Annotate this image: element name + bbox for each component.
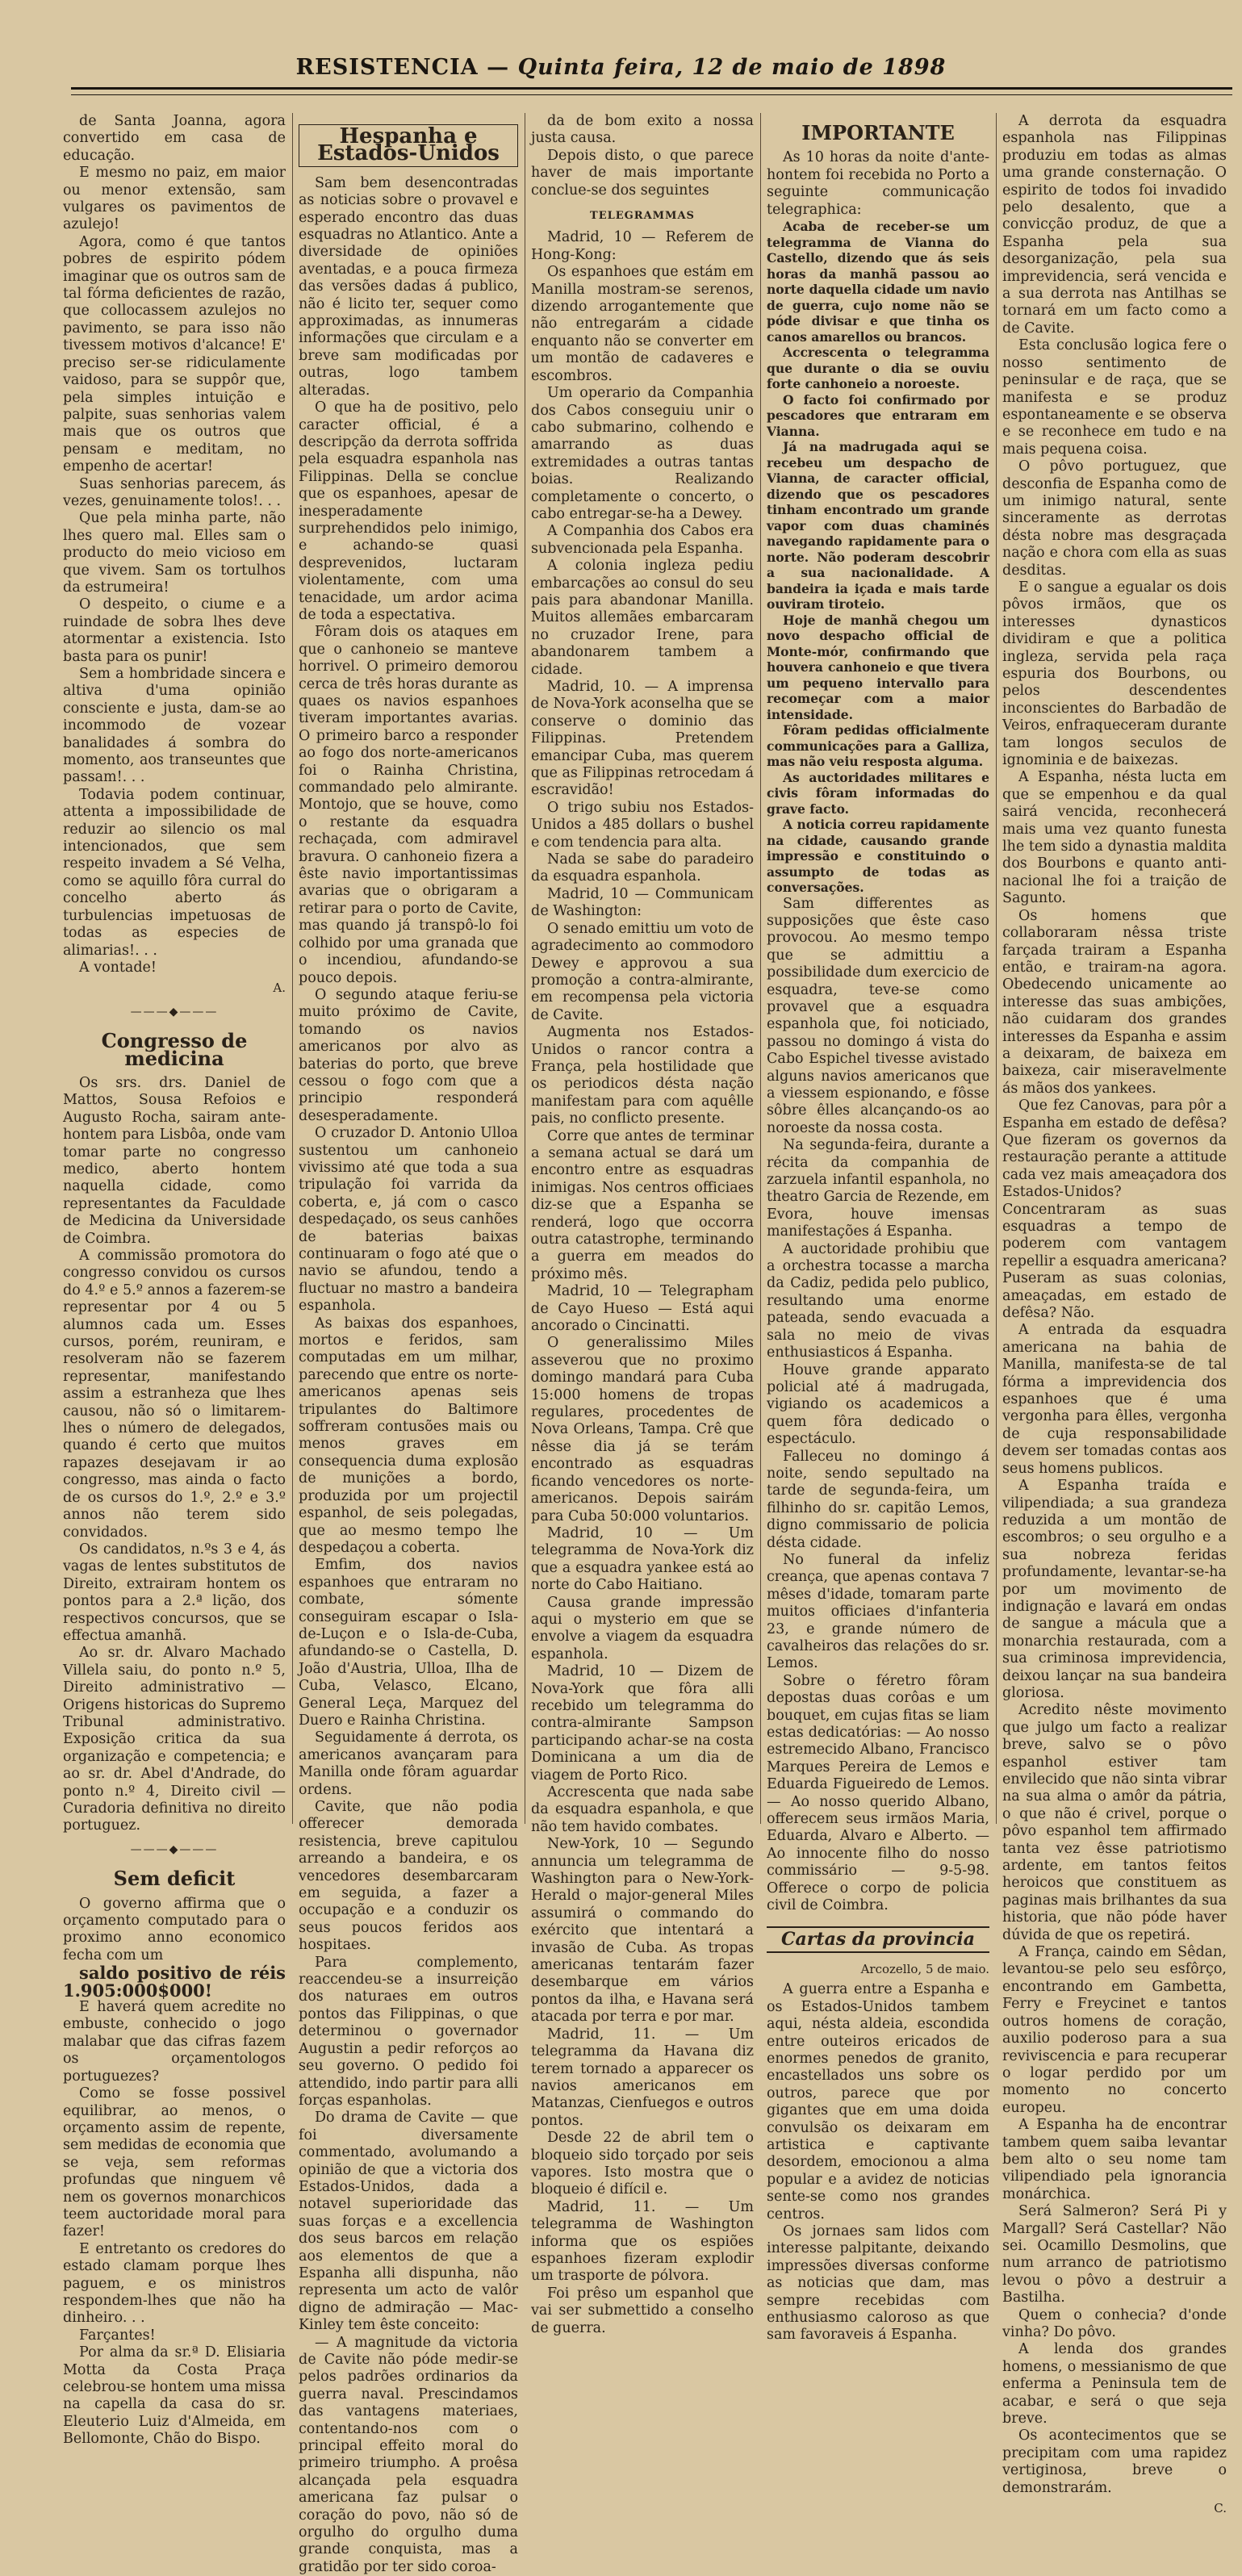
paragraph: Madrid, 10 — Communicam de Washington: bbox=[531, 885, 754, 920]
telegrams bbox=[531, 229, 754, 2337]
paragraph: A auctoridade prohibiu que a orchestra tocasse a marcha da Cadiz, pedida pelo publico, resultando uma enorme pateada, sendo evacuada a sala no meio de vivas enthusiasticos á Espanha. bbox=[767, 1240, 989, 1361]
paragraph: O governo affirma que o orçamento computado para o proximo anno economico fecha com um bbox=[63, 1895, 286, 1963]
article-title-importante: IMPORTANTE bbox=[801, 121, 955, 144]
paragraph: Um operario da Companhia dos Cabos conseguiu unir o cabo submarino, colhendo e amarrando as duas extremidades a outras tantas boias. Realizando completamente o concerto, o cabo entregar-se-ha a Dewey. bbox=[531, 385, 754, 522]
column-4 bbox=[767, 113, 989, 2344]
paragraph: Causa grande impressão aqui o mysterio em que se envolve a viagem da esquadra espanhola. bbox=[531, 1594, 754, 1662]
paragraph: E mesmo no paiz, em maior ou menor extensão, sam vulgares os pavimentos de azulejo! bbox=[63, 165, 286, 233]
article-cartas bbox=[767, 1981, 989, 2344]
paragraph: Madrid, 10 — Um telegramma de Nova-York diz que a esquadra yankee está ao norte do Cabo Haitiano. bbox=[531, 1524, 754, 1594]
paragraph: Seguidamente á derrota, os americanos avançaram para Manilla onde fôram aguardar ordens. bbox=[299, 1729, 518, 1798]
paragraph: Madrid, 11. — Um telegramma de Washington informa que os espiões espanhoes fizeram explodir um trasporte de pólvora. bbox=[531, 2198, 754, 2285]
paragraph: Cavite, que não podia offerecer demorada resistencia, breve capitulou arreando a bandeira, e os vencedores desembarcaram em seguida, a fazer a occupação e a conduzir os seus poucos feridos aos hospitaes. bbox=[299, 1799, 518, 1954]
article-title-hespanha: Hespanha e Estados-Unidos bbox=[299, 124, 518, 167]
paragraph: Farçantes! bbox=[79, 2327, 156, 2344]
issue-date: Quinta feira, 12 de maio de 1898 bbox=[517, 55, 947, 80]
divider: ———◆——— bbox=[130, 1842, 219, 1856]
paragraph: New-York, 10 — Segundo annuncia um telegramma de Washington para o New-York-Herald o major-general Miles assumirá o commando do exército que intentará a invasão de Cuba. As tropas americanas tentarám fazer desembarque em vários pontos da ilha, e Havana será atacada por terra e por mar. bbox=[531, 1836, 754, 2026]
article-signature: C. bbox=[1214, 2501, 1227, 2516]
masthead-separator: — bbox=[487, 55, 510, 80]
paragraph: Hoje de manhã chegou um novo despacho official de Monte-mór, confirmando que houvera canhoneio e que tivera um pequeno intervallo para recomeçar com a maior intensidade. bbox=[767, 612, 989, 722]
paragraph: Os candidatos, n.ºs 3 e 4, ás vagas de lentes substitutos de Direito, extrairam hontem os pontos para a 2.ª lição, dos respectivos concursos, que se effectua amanhã. bbox=[63, 1541, 286, 1644]
dateline: Arcozello, 5 de maio. bbox=[860, 1961, 989, 1976]
article-signature: A. bbox=[273, 981, 286, 996]
article-continuation bbox=[531, 113, 754, 199]
article-intro: As 10 horas da noite d'ante-hontem foi recebida no Porto a seguinte communicação telegraphica: bbox=[767, 149, 989, 218]
article-opinion bbox=[1002, 113, 1227, 2497]
paragraph: Accrescenta o telegramma que durante o dia se ouviu forte canhoneio a noroeste. bbox=[767, 345, 989, 392]
article-title-cartas: Cartas da provincia bbox=[767, 1926, 989, 1953]
paragraph: No funeral da infeliz creança, que apenas contava 7 mêses d'idade, tomaram parte muitos officiaes d'infanteria 23, e grande número de cavalheiros das relações do sr. Lemos. bbox=[767, 1551, 989, 1672]
paragraph: Accrescenta que nada sabe da esquadra espanhola, e que não tem havido combates. bbox=[531, 1784, 754, 1835]
paragraph: A noticia correu rapidamente na cidade, causando grande impressão e constituindo o assumpto de todas as conversações. bbox=[767, 817, 989, 896]
paragraph: Desde 22 de abril tem o bloqueio sido torçado por seis vapores. Isto mostra que o bloqueio é difícil e. bbox=[531, 2130, 754, 2198]
paragraph: Já na madrugada aqui se recebeu um despacho de Vianna, de caracter official, dizendo que os pescadores tinham encontrado um grande vapor com duas chaminés navegando rapidamente para o norte. Não poderam descobrir a sua nacionalidade. A bandeira ia içada e mais tarde ouviram tiroteio. bbox=[767, 439, 989, 613]
paragraph: Madrid, 10 — Referem de Hong-Kong: bbox=[531, 229, 754, 263]
divider: ———◆——— bbox=[130, 1005, 219, 1018]
paragraph: Que fez Canovas, para pôr a Espanha em estado de defêsa? Que fizeram os governos da restauração perante a attitude cada vez mais ameaçadora dos Estados-Unidos? Concentraram as suas esquadras a tempo de poderem com vantagem repellir a esquadra americana? Puseram as suas colonias, ameaçadas, em estado de defêsa? Não. bbox=[1002, 1098, 1227, 1322]
column-divider bbox=[760, 113, 761, 1824]
paragraph: Nada se sabe do paradeiro da esquadra espanhola. bbox=[531, 851, 754, 885]
article-title-congresso: Congresso de medicina bbox=[101, 1029, 248, 1070]
column-5 bbox=[1002, 113, 1227, 2516]
paragraph: Falleceu no domingo á noite, sendo sepultado na tarde de segunda-feira, um filhinho do sr. capitão Lemos, digno commissario de policia désta cidade. bbox=[767, 1448, 989, 1551]
article-hespanha bbox=[299, 175, 518, 2576]
paragraph: Sam differentes as supposições que êste caso provocou. Ao mesmo tempo que se admittiu a possibilidade dum exercicio de esquadra, teve-se como provavel que a esquadra espanhola que, foi noticiado, passou no domingo á vista do Cabo Espichel tivesse avistado alguns navios americanos que a viessem espionando, e fôsse sôbre êlles alcançando-os ao noroeste da nossa costa. bbox=[767, 895, 989, 1136]
paragraph: A Espanha, nésta lucta em que se empenhou e da qual sairá vencida, reconhecerá mais uma vez quanto funesta lhe tem sido a dynastia maldita dos Bourbons e quanto anti-nacional lhe foi a traição de Sagunto. bbox=[1002, 769, 1227, 907]
paragraph: As baixas dos espanhoes, mortos e feridos, sam computadas em um milhar, parecendo que entre os norte-americanos apenas seis tripulantes do Baltimore soffreram contusões mais ou menos graves em consequencia duma explosão de munições a bordo, produzida por um projectil espanhol, de seis polegadas, que ao mesmo tempo lhe despedaçou a coberta. bbox=[299, 1315, 518, 1556]
paragraph: O senado emittiu um voto de agradecimento ao commodoro Dewey e approvou a sua promoção a contra-almirante, em recompensa pela victoria de Cavite. bbox=[531, 920, 754, 1023]
paragraph: Depois disto, o que parece haver de mais importante conclue-se dos seguintes bbox=[531, 147, 754, 199]
newspaper-title: RESISTENCIA bbox=[295, 55, 479, 80]
paragraph: Como se fosse possivel equilibrar, ao menos, o orçamento assim de repente, sem medidas de economia que se veja, sem reformas profundas que ninguem vê nem os governos monarchicos teem auctoridade moral para fazer! bbox=[63, 2085, 286, 2240]
paragraph: Madrid, 10 — Telegrapham de Cayo Hueso — Está aqui ancorado o Cincinatti. bbox=[531, 1283, 754, 1335]
paragraph: Os homens que collaboraram nêssa triste farçada trairam a Espanha então, e trairam-na agora. Obedecendo unicamente ao interesse das suas ambições, não cuidaram dos grandes interesses da Espanha e assim a deixaram, de baixeza em baixeza, cair miseravelmente ás mãos dos yankees. bbox=[1002, 907, 1227, 1097]
paragraph: Acredito nêste movimento que julgo um facto a realizar breve, salvo se o pôvo espanhol estiver tam envilecido que não sinta vibrar na sua alma o amôr da pátria, o que não é crivel, porque o pôvo espanhol tem affirmado tanta vez êsse patriotismo ardente, em tantos feitos heroicos que constituem as paginas mais brilhantes da sua historia, que não póde haver dúvida de que os repetirá. bbox=[1002, 1702, 1227, 1943]
paragraph: de Santa Joanna, agora convertido em casa de educação. bbox=[63, 113, 286, 164]
column-2 bbox=[299, 113, 518, 2575]
article-continuation bbox=[63, 113, 286, 976]
paragraph: A lenda dos grandes homens, o messianismo de que enferma a Peninsula tem de acabar, e será o que seja breve. bbox=[1002, 2341, 1227, 2428]
paragraph: A Espanha ha de encontrar tambem quem saiba levantar bem alto o seu nome tam vilipendiado pela ignorancia monárchica. bbox=[1002, 2117, 1227, 2202]
paragraph: Ao sr. dr. Alvaro Machado Villela saiu, do ponto n.º 5, Direito administrativo — Origens historicas do Supremo Tribunal administrativo. Exposição critica da sua organização e competencia; e ao sr. dr. Abel d'Andrade, do ponto n.º 4, Direito civil — Curadoria definitiva no direito portuguez. bbox=[63, 1645, 286, 1834]
paragraph: O que ha de positivo, pelo caracter official, é a descripção da derrota soffrida pela esquadra espanhola nas Filippinas. Della se conclue que os espanhoes, apesar de inesperadamente surprehendidos pelo inimigo, e achando-se quasi desprevenidos, luctaram violentamente, com uma tenacidade, um ardor acima de toda a espectativa. bbox=[299, 399, 518, 623]
paragraph: Agora, como é que tantos pobres de espirito pódem imaginar que os outros sam de tal fórma deficientes de razão, que collocassem azulejos no pavimento, se para isso não tivessem motivos d'alcance! E' preciso ser-se ridiculamente vaidoso, para se suppôr que, pela simples intuição e palpite, suas senhorias valem mais que os outros que pensam e meditam, no empenho de acertar! bbox=[63, 233, 286, 475]
article-importante bbox=[767, 896, 989, 1915]
article-congresso bbox=[63, 1075, 286, 1835]
column-3 bbox=[531, 113, 754, 2336]
paragraph: Os acontecimentos que se precipitam com uma rapidez vertiginosa, breve o demonstrarám. bbox=[1002, 2428, 1227, 2496]
paragraph: Os jornaes sam lidos com interesse palpitante, deixando impressões diversas conforme as noticias que dam, mas sempre recebidas com enthusiasmo caloroso as que sam favoraveis á Espanha. bbox=[767, 2223, 989, 2344]
paragraph: Fôram dois os ataques em que o canhoneio se manteve horrivel. O primeiro demorou cerca de três horas durante as quaes os navios espanhoes tiveram importantes avarias. O primeiro barco a responder ao fogo dos norte-americanos foi o Rainha Christina, commandado pelo almirante. Montojo, que se houve, como o restante da esquadra rechaçada, com admiravel bravura. O canhoneio fizera a êste navio importantissimas avarias que o obrigaram a retirar para o porto de Cavite, mas quando já transpô-lo foi colhido por uma granada que o incendiou, afundando-se pouco depois. bbox=[299, 624, 518, 986]
paragraph: O segundo ataque feriu-se muito próximo de Cavite, tomando os navios americanos por alvo as baterias do porto, que breve cessou o fogo com que a principio responderá desesperadamente. bbox=[299, 986, 518, 1124]
paragraph: Sam bem desencontradas as noticias sobre o provavel e esperado encontro das duas esquadras no Atlantico. Ante a diversidade de opiniões aventadas, e a pouca firmeza das versões dadas á publico, não é licito ter, sequer como approximadas, as innumeras informações que circulam e a breve sam modificadas por outras, logo tambem alteradas. bbox=[299, 174, 518, 399]
paragraph: A commissão promotora do congresso convidou os cursos do 4.º e 5.º annos a fazerem-se representar por 4 ou 5 alumnos cada um. Esses cursos, porém, reuniram, e resolveram não se fazerem representar, manifestando assim a estranheza que lhes causou, não só o limitarem-lhes o número de delegados, quando é certo que muitos rapazes desejavam ir ao congresso, mas ainda o facto de os cursos do 1.º, 2.º e 3.º annos não terem sido convidados. bbox=[63, 1248, 286, 1541]
paragraph: — A magnitude da victoria de Cavite não póde medir-se pelos padrões ordinarios da guerra naval. Prescindamos das vantagens materiaes, contentando-nos com o principal effeito moral do primeiro triumpho. A proêsa alcançada pela esquadra americana faz pulsar o coração do povo, não só de orgulho do orgulho duma grande conquista, mas a gratidão por ter sido coroa- bbox=[299, 2334, 518, 2575]
paragraph: Madrid, 10. — A imprensa de Nova-York aconselha que se conserve o dominio das Filippinas. Pretendem emancipar Cuba, mas querem que as Filippinas retrocedam á escravidão! bbox=[531, 679, 754, 799]
paragraph: A Companhia dos Cabos era subvencionada pela Espanha. bbox=[531, 523, 754, 557]
paragraph: A vontade! bbox=[79, 959, 157, 976]
paragraph: A entrada da esquadra americana na bahia de Manilla, manifesta-se de tal fórma a imprevidencia dos espanhoes que é uma vergonha para êlles, vergonha de cuja responsabilidade devem ser tomadas contas aos seus homens publicos. bbox=[1002, 1322, 1227, 1477]
paragraph: Que pela minha parte, não lhes quero mal. Elles sam o producto do meio vicioso em que vivem. Sam os tortulhos da estrumeira! bbox=[63, 510, 286, 596]
paragraph: A Espanha traída e vilipendiada; a sua grandeza reduzida a um montão de escombros; o seu orgulho e a sua nobreza feridas profundamente, levantar-se-ha por um movimento de indignação e lavará em ondas de sangue a mácula que a monarchia restaurada, com a sua criminosa imprevidencia, deixou lançar na sua bandeira gloriosa. bbox=[1002, 1478, 1227, 1701]
paragraph: A guerra entre a Espanha e os Estados-Unidos tambem aqui, nésta aldeia, escondida entre outeiros ericados de enormes penedos de granito, encastellados uns sobre os outros, parece que por gigantes que em uma doida convulsão os deixaram em artistica e captivante desordem, emocionou a alma popular e a avidez de noticias sente-se como nos grandes centros. bbox=[767, 1981, 989, 2223]
paragraph: O generalissimo Miles asseverou que no proximo domingo mandará para Cuba 15:000 homens de tropas regulares, procedentes de Nova Orleans, Tampa. Crê que nêsse dia já se terám encontrado as esquadras ficando vencedores os norte-americanos. Depois sairám para Cuba 50:000 voluntarios. bbox=[531, 1335, 754, 1524]
paragraph: O pôvo portuguez, que desconfia de Espanha como de um inimigo natural, sente sinceramente as derrotas désta nobre mas desgraçada nação e chora com ella as suas desditas. bbox=[1002, 458, 1227, 579]
article-deficit bbox=[63, 1896, 286, 2448]
paragraph: A colonia ingleza pediu embarcações ao consul do seu pais para abandonar Manilla. Muitos allemães embarcaram no cruzador Irene, para abandonarem tambem a cidade. bbox=[531, 558, 754, 678]
paragraph: A França, caindo em Sêdan, levantou-se pelo seu esfôrço, encontrando em Gambetta, Ferry e Freycinet e tantos outros homens de coração, auxilio poderoso para a sua reviviscencia e para recuperar o logar perdido por um momento no concerto europeu. bbox=[1002, 1944, 1227, 2116]
paragraph: Na segunda-feira, durante a récita da companhia de zarzuela infantil espanhola, no theatro Garcia de Rezende, em Evora, houve imensas manifestações á Espanha. bbox=[767, 1137, 989, 1240]
paragraph: Sobre o féretro fôram depostas duas corôas e um bouquet, em cujas fitas se liam estas dedicatórias: — Ao nosso estremecido Albano, Francisco Marques Pereira de Lemos e Eduarda Figueiredo de Lemos. — Ao nosso querido Albano, offerecem seus irmãos Maria, Eduarda, Alvaro e Alberto. — Ao innocente filho do nosso commissário — 9-5-98. Offerece o corpo de policia civil de Coimbra. bbox=[767, 1672, 989, 1914]
paragraph: E entretanto os credores do estado clamam porque lhes paguem, e os ministros respondem-lhes que não ha dinheiro. . . bbox=[63, 2240, 286, 2327]
paragraph: Houve grande apparato policial até á madrugada, vigiando os academicos a quem fôra dedicado o espectáculo. bbox=[767, 1361, 989, 1448]
telegrams-label: TELEGRAMMAS bbox=[590, 210, 695, 223]
paragraph: Por alma da sr.ª D. Elisiaria Motta da Costa Praça celebrou-se hontem uma missa na capella da casa do sr. Eleuterio Luiz d'Almeida, em Bellomonte, Chão do Bispo. bbox=[63, 2344, 286, 2448]
paragraph: O trigo subiu nos Estados-Unidos a 485 dollars o bushel e com tendencia para alta. bbox=[531, 799, 754, 851]
paragraph: saldo positivo de réis 1.905:000$000! bbox=[63, 1963, 286, 2001]
masthead-rule bbox=[71, 87, 1232, 95]
paragraph: Do drama de Cavite — que foi diversamente commentado, avolumando a opinião de que a victoria dos Estados-Unidos, dada a notavel superioridade das suas forças e a excellencia dos seus barcos em relação aos elementos de que a Espanha alli dispunha, não representa um acto de valôr digno de admiração — Mac-Kinley tem êste conceito: bbox=[299, 2110, 518, 2334]
masthead bbox=[0, 55, 1242, 80]
telegraphic-communication bbox=[767, 219, 989, 896]
paragraph: Para complemento, reaccendeu-se a insurreição dos naturaes em outros pontos das Filippinas, o que determinou o governador Augustin a pedir reforços ao seu governo. O pedido foi attendido, indo partir para alli forças espanholas. bbox=[299, 1954, 518, 2109]
paragraph: E o sangue a egualar os dois pôvos irmãos, que os interesses dynasticos dividiram e que a politica ingleza, servida pela raça espuria dos Bourbons, ou pelos descendentes inconscientes do Barbadão de Veiros, enfraqueceram durante tam longos seculos de ignominia e de baixezas. bbox=[1002, 579, 1227, 769]
paragraph: Augmenta nos Estados-Unidos o rancor contra a França, pela hostilidade que os periodicos désta nação manifestam para com aquêlle pais, no conflicto presente. bbox=[531, 1024, 754, 1127]
paragraph: da de bom exito a nossa justa causa. bbox=[531, 113, 754, 147]
paragraph: Esta conclusão logica fere o nosso sentimento de peninsular e de raça, que se manifesta e se produz espontaneamente e se observa e se reconhece em tudo e na mais pequena coisa. bbox=[1002, 337, 1227, 458]
column-1 bbox=[63, 113, 286, 2448]
paragraph: Foi prêso um espanhol que vai ser submettido a conselho de guerra. bbox=[531, 2285, 754, 2336]
column-divider bbox=[292, 113, 293, 1824]
article-title-deficit: Sem deficit bbox=[113, 1867, 236, 1891]
paragraph: Quem o conhecia? d'onde vinha? Do pôvo. bbox=[1002, 2306, 1227, 2340]
paragraph: Os espanhoes que estám em Manilla mostram-se serenos, dizendo arrogantemente que não entregarám a cidade enquanto não se converter em um montão de cadaveres e escombros. bbox=[531, 264, 754, 384]
paragraph: Suas senhorias parecem, ás vezes, genuinamente tolos!. . . bbox=[63, 475, 286, 509]
paragraph: Será Salmeron? Será Pi y Margall? Será Castellar? Não sei. Ocamillo Desmolins, que num arranco de patriotismo levou o pôvo a destruir a Bastilha. bbox=[1002, 2203, 1227, 2306]
paragraph: Emfim, dos navios espanhoes que entraram no combate, sómente conseguiram escapar o Isla-de-Luçon e o Isla-de-Cuba, afundando-se o Castella, D. João d'Austria, Ulloa, Ilha de Cuba, Velasco, Elcano, General Leça, Marquez del Duero e Rainha Christina. bbox=[299, 1557, 518, 1729]
paragraph: Fôram pedidas officialmente communicações para a Galliza, mas não veiu resposta alguma. bbox=[767, 722, 989, 770]
paragraph: O despeito, o ciume e a ruindade de sobra lhes deve atormentar a existencia. Isto basta para os punir! bbox=[63, 596, 286, 665]
paragraph: Acaba de receber-se um telegramma de Vianna do Castello, dizendo que ás seis horas da manhã passou ao norte daquella cidade um navio de guerra, cujo nome não se póde divisar e que tinha os canos amarellos ou brancos. bbox=[767, 219, 989, 345]
paragraph: Madrid, 11. — Um telegramma da Havana diz terem tornado a apparecer os navios americanos em Matanzas, Cienfuegos e outros pontos. bbox=[531, 2026, 754, 2129]
paragraph: Corre que antes de terminar a semana actual se dará um encontro entre as esquadras inimigas. Nos centros officiaes diz-se que a Espanha se renderá, logo que occorra outra catastrophe, terminando a guerra em meados do próximo mês. bbox=[531, 1127, 754, 1282]
paragraph: O cruzador D. Antonio Ulloa sustentou um canhoneio vivissimo até que toda a sua tripulação foi varrida da coberta, e, já com o casco despedaçado, os seus canhões de baterias baixas continuaram o fogo até que o navio se afundou, tendo a fluctuar no mastro a bandeira espanhola. bbox=[299, 1125, 518, 1315]
paragraph: O facto foi confirmado por pescadores que entraram em Vianna. bbox=[767, 391, 989, 439]
paragraph: Todavia podem continuar, attenta a impossibilidade de reduzir ao silencio os mal intencionados, que sem respeito invadem a Sé Velha, como se aquillo fôra curral do concelho aberto ás turbulencias impetuosas de todas as especies de alimarias!. . . bbox=[63, 786, 286, 959]
paragraph: Sem a hombridade sincera e altiva d'uma opinião consciente e justa, dam-se ao incommodo de vozear banalidades á sombra do momento, aos transeuntes que passam!. . . bbox=[63, 666, 286, 786]
paragraph: Os srs. drs. Daniel de Mattos, Sousa Refoios e Augusto Rocha, sairam ante-hontem para Lisbôa, onde vam tomar parte no congresso medico, aberto hontem naquella cidade, como representantes da Faculdade de Medicina da Universidade de Coimbra. bbox=[63, 1074, 286, 1247]
paragraph: As auctoridades militares e civis fôram informadas do grave facto. bbox=[767, 769, 989, 817]
column-divider bbox=[996, 113, 997, 1824]
paragraph: Madrid, 10 — Dizem de Nova-York que fôra alli recebido um telegramma do contra-almirante Sampson participando achar-se na costa Dominicana a um dia de viagem de Porto Rico. bbox=[531, 1663, 754, 1784]
paragraph: A derrota da esquadra espanhola nas Filippinas produziu em todas as almas uma grande consternação. O espirito de todos foi invadido pelo desalento, que a convicção produz, de que a Espanha pela sua desorganização, pela sua imprevidencia, será vencida e a sua derrota nas Antilhas se tornará em um facto como a de Cavite. bbox=[1002, 113, 1227, 337]
paragraph: E haverá quem acredite no embuste, conhecido o jogo malabar que das cifras fazem os orçamentologos portuguezes? bbox=[63, 1999, 286, 2085]
